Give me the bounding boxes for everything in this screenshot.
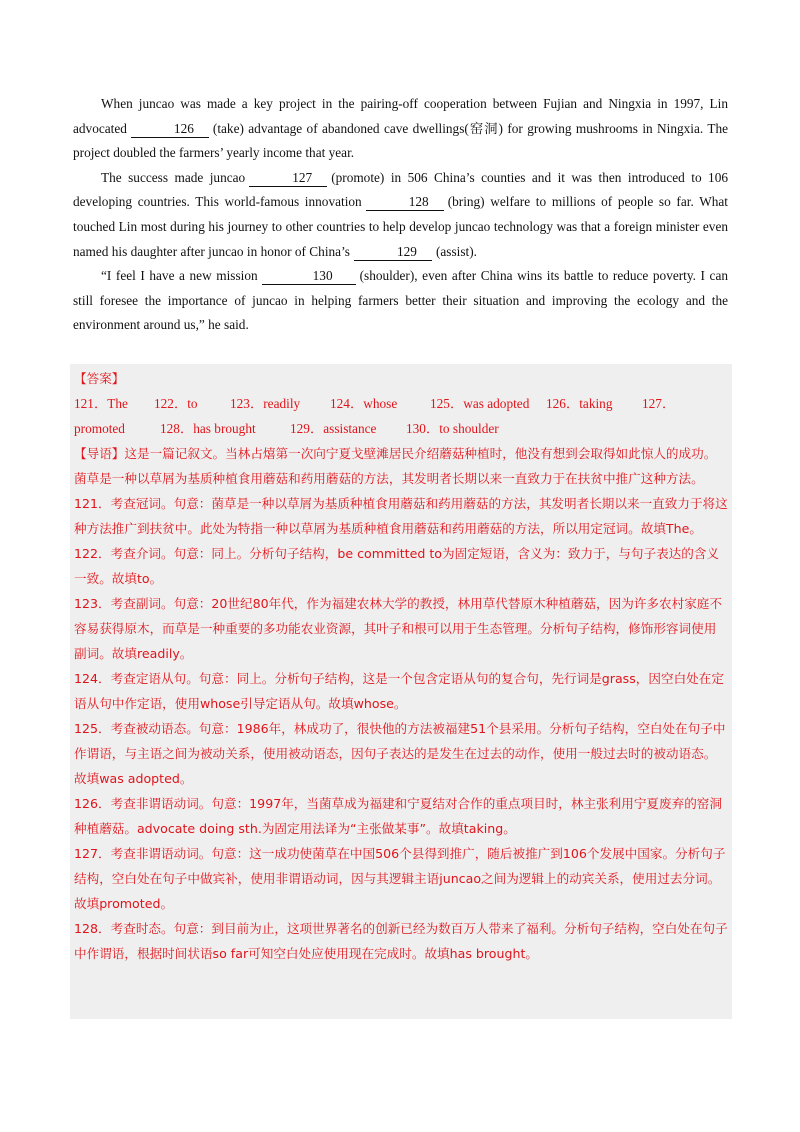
reading-passage — [73, 92, 728, 338]
explanation-127: 127．考查非谓语动词。句意：这一成功使菌草在中国506个县得到推广，随后被推广到106个发展中国家。分析句子结构，空白处在句子中做宾补，使用非谓语动词，因与其逻辑主语juncao之间为逻辑上的动宾关系，使用过去分词。故填promoted。 — [74, 846, 726, 911]
paragraph-2-text-b: (promote) in 506 China’s counties and it was then introduced to 106 developing countries. This world-famous innovation — [73, 169, 728, 210]
explanation-124: 124．考查定语从句。句意：同上。分析句子结构，这是一个包含定语从句的复合句，先行词是grass，因空白处在定语从句中作定语，使用whose引导定语从句。故填whose。 — [74, 671, 724, 711]
paragraph-1-text-b: (take) advantage of abandoned cave dwellings(窑洞) for growing mushrooms in Ningxia. The project doubled the farmers’ yearly income that year. — [73, 120, 728, 161]
blank-130: 130 — [262, 268, 356, 285]
answer-127: promoted — [74, 421, 125, 436]
answer-126: 126．taking — [546, 396, 613, 411]
answer-128: 128．has brought — [160, 421, 256, 436]
paragraph-3-text-a: “I feel I have a new mission — [101, 268, 258, 284]
blank-129: 129 — [354, 244, 432, 261]
paragraph-2-text-c: (bring) welfare to millions of people so far. What touched Lin most during his journey to other countries to help develop juncao technology was that a foreign minister even named his daughter after juncao in honor of China’s — [73, 194, 728, 259]
paragraph-2-text-a: The success made juncao — [101, 169, 246, 185]
answer-129: 129．assistance — [290, 421, 377, 436]
explanation-126: 126．考查非谓语动词。句意：1997年，当菌草成为福建和宁夏结对合作的重点项目时，林主张利用宁夏废弃的窑洞种植蘑菇。advocate doing sth.为固定用法译为“主张做某事”。故填taking。 — [74, 796, 722, 836]
explanation-121: 121．考查冠词。句意：菌草是一种以草屑为基质种植食用蘑菇和药用蘑菇的方法，其发明者长期以来一直致力于将这种方法推广到扶贫中。此处为特指一种以草屑为基质种植食用蘑菇和药用蘑菇的方法，所以用定冠词。故填The。 — [74, 496, 728, 536]
explanation-122: 122．考查介词。句意：同上。分析句子结构，be committed to为固定短语，含义为：致力于，与句子表达的含义一致。故填to。 — [74, 546, 720, 586]
guide-paragraph: 【导语】这是一篇记叙文。当林占熺第一次向宁夏戈壁滩居民介绍蘑菇种植时，他没有想到会取得如此惊人的成功。菌草是一种以草屑为基质种植食用蘑菇和药用蘑菇的方法，其发明者长期以来一直致力于在扶贫中推广这种方法。 — [74, 446, 717, 486]
paragraph-3 — [73, 264, 728, 338]
paragraph-1-text-a: When juncao was made a key project in the pairing-off cooperation between Fujian and Ningxia in 1997, Lin advocated — [73, 96, 728, 136]
answer-124: 124．whose — [330, 396, 398, 411]
answer-heading: 【答案】 — [74, 371, 125, 386]
answer-row-2 — [74, 416, 728, 441]
blank-128: 128 — [366, 194, 444, 211]
paragraph-2 — [73, 166, 728, 264]
explanation-125: 125．考查被动语态。句意：1986年，林成功了，很快他的方法被福建51个县采用。分析句子结构，空白处在句子中作谓语，与主语之间为被动关系，使用被动语态，因句子表达的是发生在过去的动作，使用一般过去时的被动语态。故填was adopted。 — [74, 721, 726, 786]
answer-row-1 — [74, 391, 728, 416]
paragraph-1 — [73, 92, 728, 166]
answer-130: 130．to shoulder — [406, 421, 499, 436]
answer-section — [70, 364, 732, 1019]
blank-127: 127 — [249, 170, 327, 187]
answer-122: 122．to — [154, 396, 198, 411]
answer-121: 121．The — [74, 396, 128, 411]
answer-127-number: 127． — [642, 396, 676, 411]
answer-125: 125．was adopted — [430, 396, 530, 411]
answer-123: 123．readily — [230, 396, 301, 411]
paragraph-3-text-b: (shoulder), even after China wins its battle to reduce poverty. I can still foresee the importance of juncao in helping farmers better their situation and improving the ecology and the environment around us,” he said. — [73, 268, 728, 333]
explanation-128: 128．考查时态。句意：到目前为止，这项世界著名的创新已经为数百万人带来了福利。分析句子结构，空白处在句子中作谓语，根据时间状语so far可知空白处应使用现在完成时。故填has brought。 — [74, 921, 728, 961]
paragraph-2-text-d: (assist). — [435, 243, 477, 259]
explanation-123: 123．考查副词。句意：20世纪80年代，作为福建农林大学的教授，林用草代替原木种植蘑菇，因为许多农村家庭不容易获得原木，而草是一种重要的多功能农业资源，其叶子和根可以用于生态管理。分析句子结构，修饰形容词使用副词。故填readily。 — [74, 596, 722, 661]
blank-126: 126 — [131, 121, 209, 138]
